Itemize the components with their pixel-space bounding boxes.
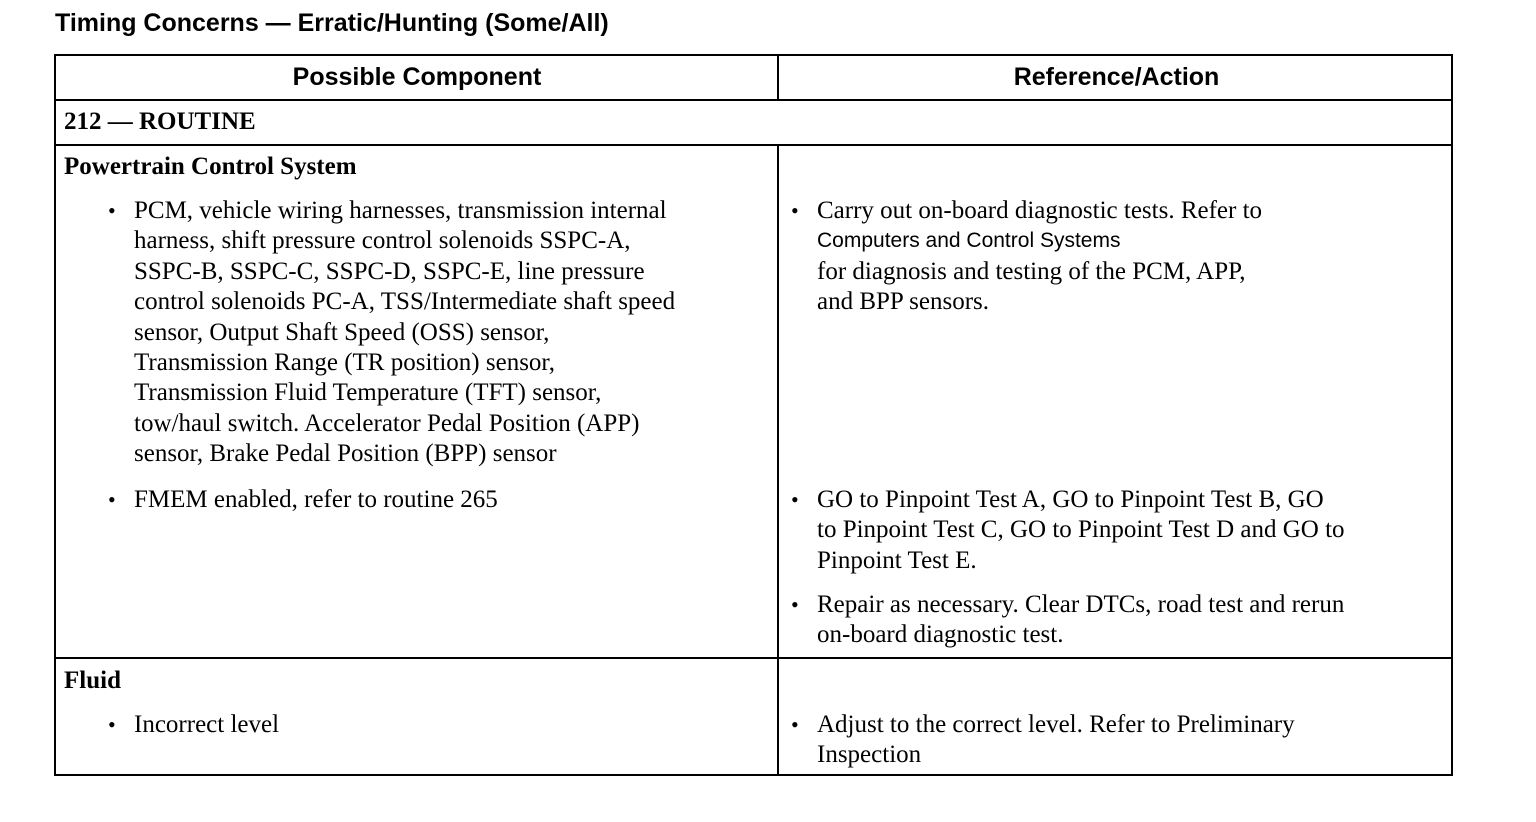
component-text: FMEM enabled, refer to routine 265 [134,486,498,513]
action-item [791,196,1262,318]
column-divider [777,144,779,776]
header-divider [56,99,1451,101]
header-possible-component: Possible Component [292,63,542,91]
section-label-fluid: Fluid [64,667,121,694]
reference-link-computers-control-systems: Computers and Control Systems [817,229,1121,253]
section-label-powertrain: Powertrain Control System [64,153,357,180]
component-item [108,196,675,470]
routine-label: 212 — ROUTINE [64,108,256,135]
component-text: Incorrect level [134,711,280,738]
component-item [108,485,498,515]
diagnostic-table [54,54,1453,776]
bullet-icon: • [791,198,799,223]
section-divider [56,657,1451,659]
action-item [791,590,1344,651]
bullet-icon: • [108,198,116,223]
bullet-icon: • [108,487,116,512]
action-text: GO to Pinpoint Test A, GO to Pinpoint Test B, GO to Pinpoint Test C, GO to Pinpoint Test D and GO to Pinpoint Test E. [817,486,1345,574]
bullet-icon: • [108,712,116,737]
header-reference-action: Reference/Action [1013,63,1220,91]
component-item [108,710,279,740]
bullet-icon: • [791,592,799,617]
action-text: Repair as necessary. Clear DTCs, road test and rerun on-board diagnostic test. [817,591,1345,649]
bullet-icon: • [791,487,799,512]
action-text: Carry out on-board diagnostic tests. Refer to Computers and Control Systems for diagnosis and testing of the PCM, APP, and BPP sensors. [817,197,1263,316]
bullet-icon: • [791,712,799,737]
routine-divider [56,144,1451,146]
action-text: Adjust to the correct level. Refer to Preliminary Inspection [817,711,1295,769]
action-item [791,710,1295,771]
page-title: Timing Concerns — Erratic/Hunting (Some/All) [55,9,609,37]
component-text: PCM, vehicle wiring harnesses, transmission internal harness, shift pressure control solenoids SSPC-A, SSPC-B, SSPC-C, SSPC-D, SSPC-E, line pressure control solenoids PC-A, TSS/Intermediate shaft speed sensor, Output Shaft Speed (OSS) sensor, Transmission Range (TR position) sensor, Transmission Fluid Temperature (TFT) sensor, tow/haul switch. Accelerator Pedal Position (APP) sensor, Brake Pedal Position (BPP) sensor [134,197,676,468]
action-item [791,485,1345,576]
